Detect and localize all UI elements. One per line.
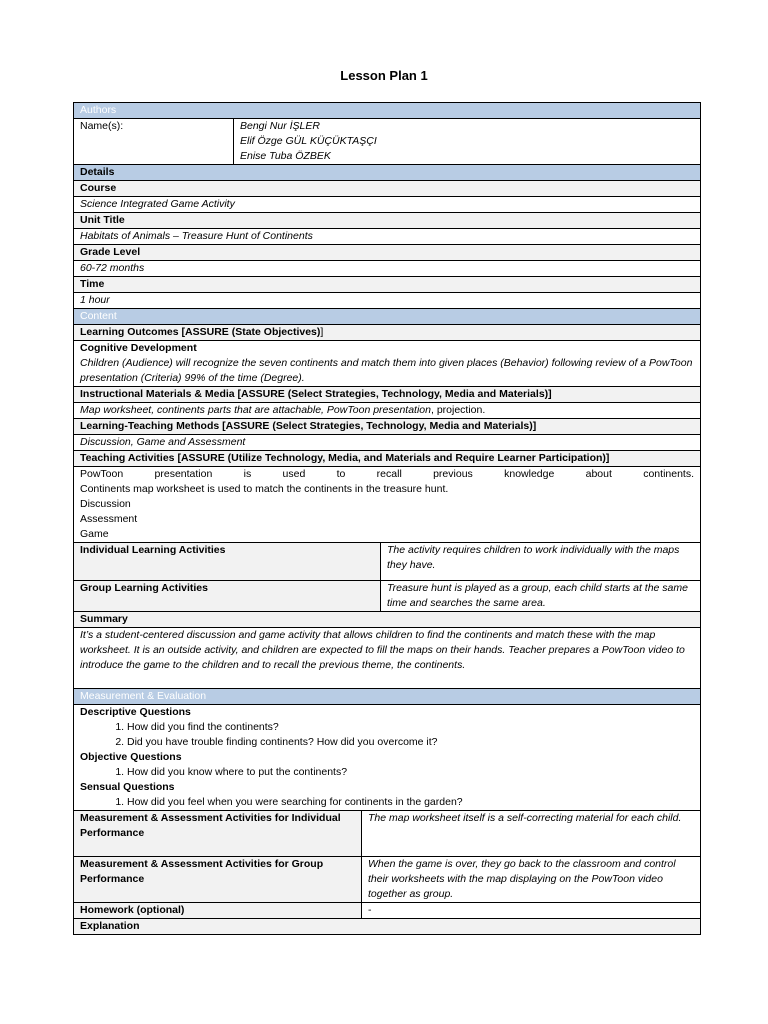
group-activities-label: Group Learning Activities <box>74 581 381 612</box>
individual-activities-label: Individual Learning Activities <box>74 543 381 581</box>
homework-value: - <box>362 903 701 919</box>
author-name-3: Enise Tuba ÖZBEK <box>240 150 331 162</box>
activity-line-3: Discussion <box>80 498 131 510</box>
activity-line-5: Game <box>80 528 109 540</box>
objective-questions-label: Objective Questions <box>80 751 182 763</box>
descriptive-questions-label: Descriptive Questions <box>80 706 191 718</box>
page-title: Lesson Plan 1 <box>340 68 428 83</box>
materials-value: Map worksheet, continents parts that are attachable, PowToon presentation, projection. <box>74 403 701 419</box>
sensual-questions-label: Sensual Questions <box>80 781 175 793</box>
summary-value: It’s a student-centered discussion and game activity that allows children to find the continents and match these with the map worksheet. It is an outside activity, and children are expected to fill the maps on their hands. Teacher prepares a PowToon video to introduce the game to the children and to recall the previous theme, the continents. <box>74 628 701 689</box>
summary-label: Summary <box>74 612 701 628</box>
homework-label: Homework (optional) <box>74 903 362 919</box>
content-header: Content <box>74 309 701 325</box>
details-section-header <box>74 165 701 181</box>
activity-line-2: Continents map worksheet is used to match the continents in the treasure hunt. <box>80 483 449 495</box>
individual-assessment-label: Measurement & Assessment Activities for Individual Performance <box>74 811 362 857</box>
group-activities-value: Treasure hunt is played as a group, each child starts at the same time and searches the same area. <box>381 581 701 612</box>
author-names <box>234 119 701 165</box>
methods-value: Discussion, Game and Assessment <box>74 435 701 451</box>
teaching-activities-label: Teaching Activities [ASSURE (Utilize Technology, Media, and Materials and Require Learner Participation)] <box>74 451 701 467</box>
time-label: Time <box>74 277 701 293</box>
course-label: Course <box>74 181 701 197</box>
grade-level-value: 60-72 months <box>74 261 701 277</box>
individual-assessment-value: The map worksheet itself is a self-correcting material for each child. <box>362 811 701 857</box>
sensual-question-1: 1. How did you feel when you were searching for continents in the garden? <box>127 795 694 810</box>
descriptive-question-1: 1. How did you find the continents? <box>127 720 694 735</box>
measurement-header: Measurement & Evaluation <box>74 689 701 705</box>
activity-line-1: PowToon presentation is used to recall previous knowledge about continents. <box>80 468 694 480</box>
group-assessment-label: Measurement & Assessment Activities for Group Performance <box>74 857 362 903</box>
grade-level-label: Grade Level <box>74 245 701 261</box>
course-value: Science Integrated Game Activity <box>74 197 701 213</box>
individual-activities-value: The activity requires children to work individually with the maps they have. <box>381 543 701 581</box>
methods-label: Learning-Teaching Methods [ASSURE (Select Strategies, Technology, Media and Materials)] <box>74 419 701 435</box>
group-assessment-value: When the game is over, they go back to the classroom and control their worksheets with the map displaying on the PowToon video together as group. <box>362 857 701 903</box>
authors-section-header <box>74 103 701 119</box>
learning-outcomes-label: Learning Outcomes [ASSURE (State Objectives)] <box>74 325 701 341</box>
author-name-1: Bengi Nur İŞLER <box>240 120 320 132</box>
descriptive-questions-list <box>80 720 694 750</box>
materials-label: Instructional Materials & Media [ASSURE (Select Strategies, Technology, Media and Materials)] <box>74 387 701 403</box>
unit-title-label: Unit Title <box>74 213 701 229</box>
cognitive-label: Cognitive Development <box>80 342 197 354</box>
measurement-section-header <box>74 689 701 705</box>
cognitive-text: Children (Audience) will recognize the seven continents and match them into given places (Behavior) following review of a PowToon presentation (Criteria) 99% of the time (Degree). <box>80 357 693 384</box>
objective-question-1: 1. How did you know where to put the continents? <box>127 765 694 780</box>
lesson-plan-table <box>73 102 701 935</box>
author-name-2: Elif Özge GÜL KÜÇÜKTAŞÇI <box>240 135 377 147</box>
details-header: Details <box>74 165 701 181</box>
sensual-questions-list <box>80 795 694 810</box>
content-section-header <box>74 309 701 325</box>
unit-title-value: Habitats of Animals – Treasure Hunt of Continents <box>74 229 701 245</box>
teaching-activities-value <box>74 467 701 543</box>
authors-header: Authors <box>74 103 701 119</box>
objective-questions-list <box>80 765 694 780</box>
activity-line-4: Assessment <box>80 513 138 525</box>
questions-cell <box>74 705 701 811</box>
descriptive-question-2: 2. Did you have trouble finding continents? How did you overcome it? <box>127 735 694 750</box>
time-value: 1 hour <box>74 293 701 309</box>
explanation-label: Explanation <box>74 919 701 935</box>
authors-row <box>74 119 701 165</box>
cognitive-development-cell <box>74 341 701 387</box>
names-label: Name(s): <box>74 119 234 165</box>
